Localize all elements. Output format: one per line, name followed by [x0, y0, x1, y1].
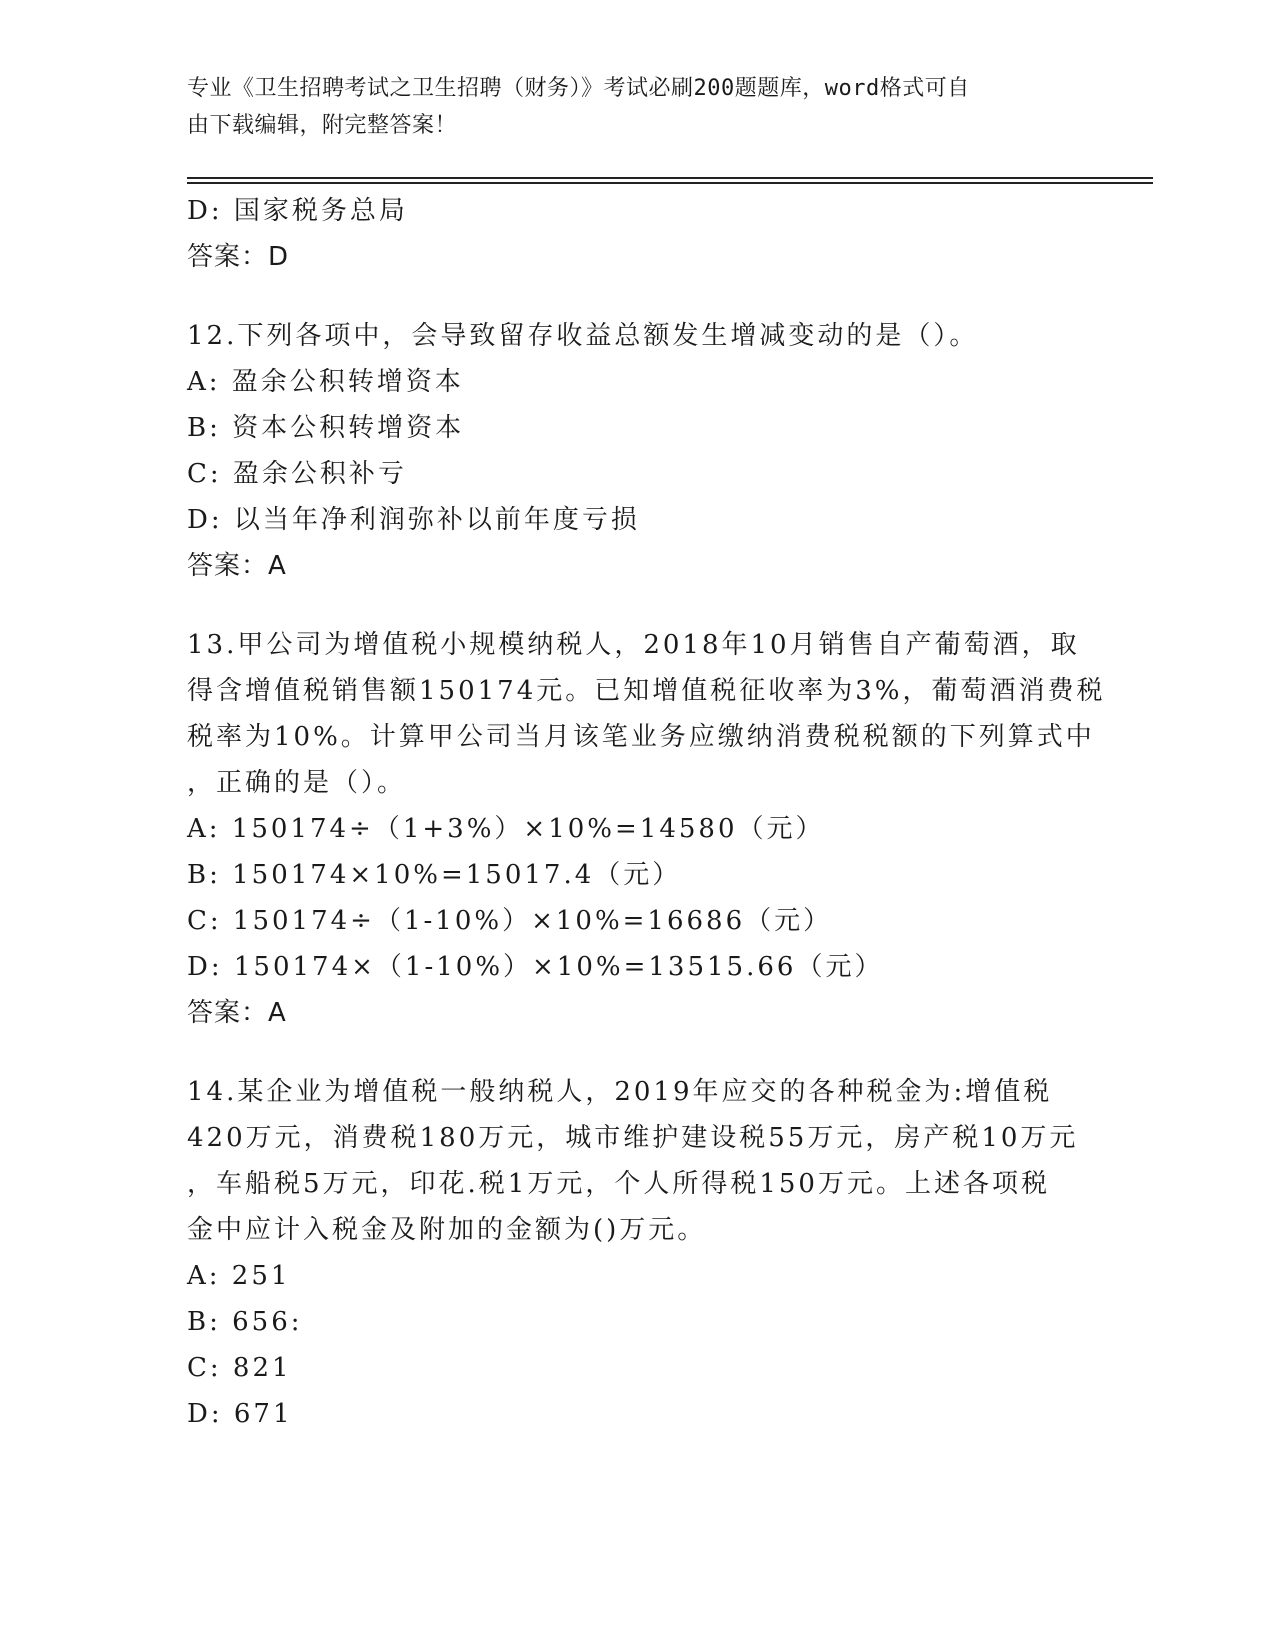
question-stem	[187, 622, 1106, 806]
header-title-line-2: 由下载编辑，附完整答案！	[187, 113, 458, 138]
option-b: B: 656:	[187, 1307, 303, 1337]
question-14	[187, 1069, 1087, 1437]
answer-line: 答案：A	[187, 551, 287, 581]
question-12	[187, 313, 1087, 589]
option-a: A: 盈余公积转增资本	[187, 367, 464, 397]
stem-line-2: 得含增值税销售额150174元。已知增值税征收率为3%，葡萄酒消费税	[187, 676, 1106, 706]
option-d: D: 150174×（1-10%）×10%=13515.66（元）	[187, 952, 884, 982]
question-stem	[187, 1069, 1087, 1253]
option-a: A: 150174÷（1+3%）×10%=14580（元）	[187, 814, 825, 844]
stem-line-3: ，车船税5万元，印花.税1万元，个人所得税150万元。上述各项税	[187, 1169, 1050, 1199]
option-c: C: 150174÷（1-10%）×10%=16686（元）	[187, 906, 833, 936]
stem-line-3: 税率为10%。计算甲公司当月该笔业务应缴纳消费税税额的下列算式中	[187, 722, 1095, 752]
option-c: C: 821	[187, 1353, 292, 1383]
option-c: C: 盈余公积补亏	[187, 459, 407, 489]
stem-line-2: 420万元，消费税180万元，城市维护建设税55万元，房产税10万元	[187, 1123, 1079, 1153]
option-d: D: 国家税务总局	[187, 196, 408, 226]
option-b: B: 150174×10%=15017.4（元）	[187, 860, 682, 890]
header-divider-bottom	[187, 182, 1153, 184]
document-header	[187, 70, 1067, 144]
option-a: A: 251	[187, 1261, 291, 1291]
question-11-tail	[187, 188, 1087, 280]
stem-line-4: ，正确的是（）。	[187, 768, 407, 798]
stem-line-1: 13.甲公司为增值税小规模纳税人，2018年10月销售自产葡萄酒，取	[187, 630, 1080, 660]
header-divider-top	[187, 177, 1153, 179]
question-list	[187, 188, 1106, 1437]
option-d: D: 671	[187, 1399, 293, 1429]
option-d: D: 以当年净利润弥补以前年度亏损	[187, 505, 640, 535]
question-stem: 12.下列各项中，会导致留存收益总额发生增减变动的是（）。	[187, 321, 979, 351]
answer-line: 答案：D	[187, 242, 290, 272]
question-13	[187, 622, 1106, 1036]
option-b: B: 资本公积转增资本	[187, 413, 465, 443]
stem-line-4: 金中应计入税金及附加的金额为()万元。	[187, 1215, 707, 1245]
answer-line: 答案：A	[187, 998, 287, 1028]
stem-line-1: 14.某企业为增值税一般纳税人，2019年应交的各种税金为:增值税	[187, 1077, 1053, 1107]
header-title-line-1: 专业《卫生招聘考试之卫生招聘（财务）》考试必刷200题题库，word格式可自	[187, 76, 970, 101]
